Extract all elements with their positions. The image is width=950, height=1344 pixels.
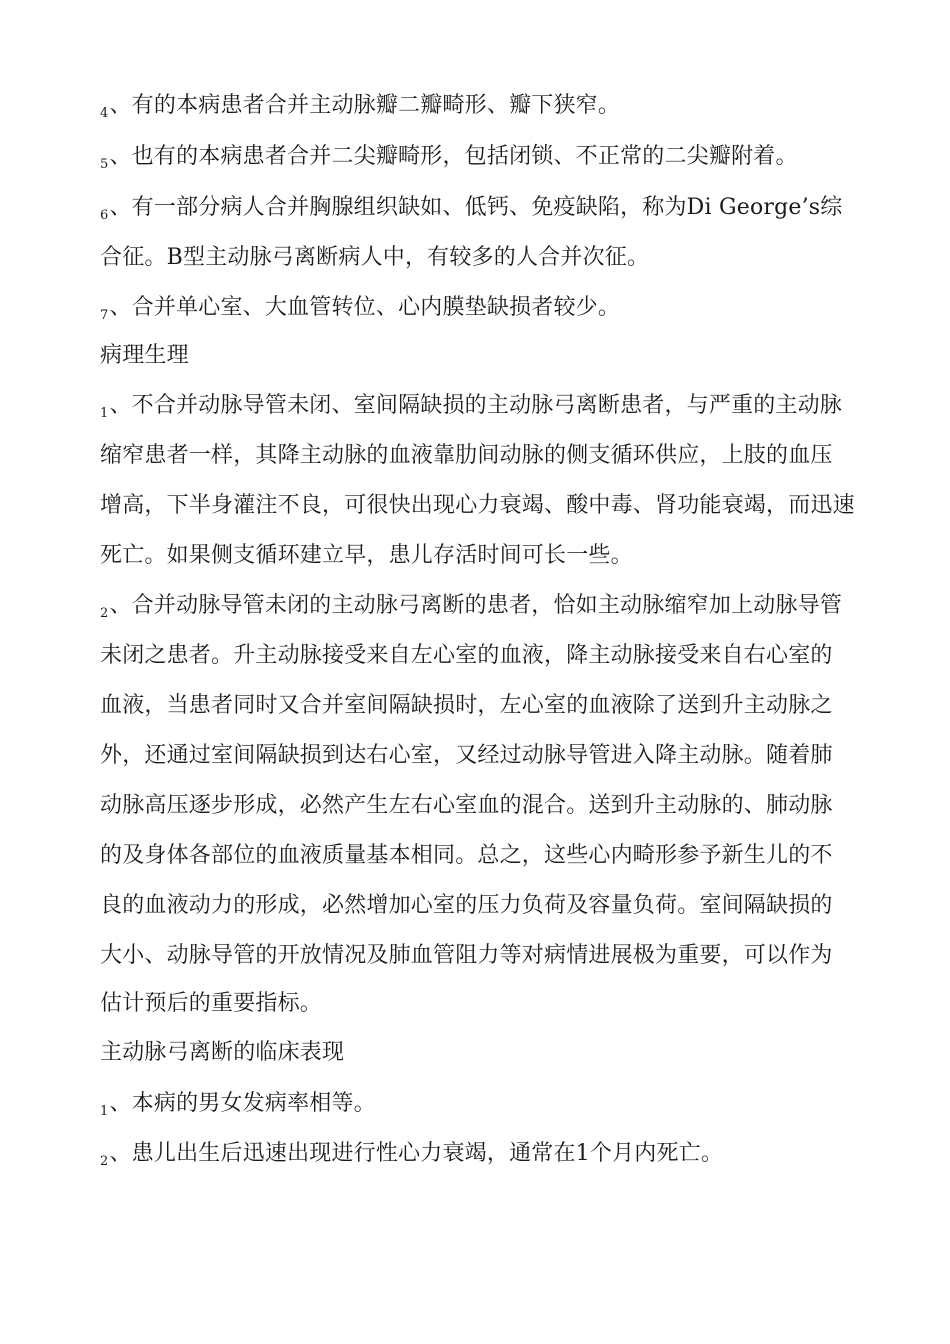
section-heading — [100, 1037, 840, 1069]
item-text: 血液，当患者同时又合并室间隔缺损时，左心室的血液除了送到升主动脉之 — [100, 693, 833, 718]
item-number: 1 — [100, 406, 109, 421]
item-text: 动脉高压逐步形成，必然产生左右心室血的混合。送到升主动脉的、肺动脉 — [100, 793, 833, 818]
item-text: 外，还通过室间隔缺损到达右心室，又经过动脉导管进入降主动脉。随着肺 — [100, 743, 833, 768]
heading-text: 主动脉弓离断的临床表现 — [100, 1040, 345, 1065]
section-heading — [100, 340, 840, 372]
text-line — [100, 440, 840, 472]
item-number: 1 — [100, 1104, 109, 1119]
item-text: 、合并动脉导管未闭的主动脉弓离断的患者，恰如主动脉缩窄加上动脉导管 — [109, 593, 843, 618]
item-text: 、有的本病患者合并主动脉瓣二瓣畸形、瓣下狭窄。 — [109, 93, 621, 118]
list-item — [100, 141, 840, 176]
text-line — [100, 690, 840, 722]
item-text: 估计预后的重要指标。 — [100, 991, 323, 1016]
item-text: 的及身体各部位的血液质量基本相同。总之，这些心内畸形参予新生儿的不 — [100, 843, 833, 868]
item-text: 、不合并动脉导管未闭、室间隔缺损的主动脉弓离断患者，与严重的主动脉 — [109, 393, 843, 418]
text-line — [100, 988, 840, 1020]
item-number: 2 — [100, 606, 109, 621]
text-line — [100, 840, 840, 872]
list-item — [100, 192, 843, 227]
text-line — [100, 790, 840, 822]
item-number: 5 — [100, 157, 109, 172]
item-text: 合征。B型主动脉弓离断病人中，有较多的人合并次征。 — [100, 245, 650, 270]
list-item — [100, 1138, 840, 1173]
item-text: 死亡。如果侧支循环建立早，患儿存活时间可长一些。 — [100, 543, 633, 568]
item-text: 未闭之患者。升主动脉接受来自左心室的血液，降主动脉接受来自右心室的 — [100, 643, 833, 668]
item-text: 缩窄患者一样，其降主动脉的血液靠肋间动脉的侧支循环供应，上肢的血压 — [100, 443, 833, 468]
heading-text: 病理生理 — [100, 343, 189, 368]
text-line — [100, 740, 840, 772]
list-item — [100, 390, 843, 425]
text-line — [100, 540, 840, 572]
text-line — [100, 490, 855, 522]
item-text: 、也有的本病患者合并二尖瓣畸形，包括闭锁、不正常的二尖瓣附着。 — [109, 144, 798, 169]
item-text: 大小、动脉导管的开放情况及肺血管阻力等对病情进展极为重要，可以作为 — [100, 943, 833, 968]
text-line — [100, 242, 840, 274]
item-text: 、有一部分病人合并胸腺组织缺如、低钙、免疫缺陷，称为Di George’s综 — [109, 195, 843, 220]
item-text: 增高，下半身灌注不良，可很快出现心力衰竭、酸中毒、肾功能衰竭，而迅速 — [100, 493, 855, 518]
item-number: 4 — [100, 106, 109, 121]
item-text: 、本病的男女发病率相等。 — [109, 1091, 376, 1116]
text-line — [100, 640, 840, 672]
item-number: 6 — [100, 208, 109, 223]
item-text: 、合并单心室、大血管转位、心内膜垫缺损者较少。 — [109, 295, 621, 320]
text-line — [100, 890, 840, 922]
list-item — [100, 1088, 840, 1123]
item-text: 、患儿出生后迅速出现进行性心力衰竭，通常在1个月内死亡。 — [109, 1141, 724, 1166]
text-line — [100, 940, 840, 972]
item-number: 7 — [100, 308, 109, 323]
list-item — [100, 590, 843, 625]
list-item — [100, 292, 840, 327]
item-text: 良的血液动力的形成，必然增加心室的压力负荷及容量负荷。室间隔缺损的 — [100, 893, 833, 918]
list-item — [100, 90, 840, 125]
item-number: 2 — [100, 1154, 109, 1169]
